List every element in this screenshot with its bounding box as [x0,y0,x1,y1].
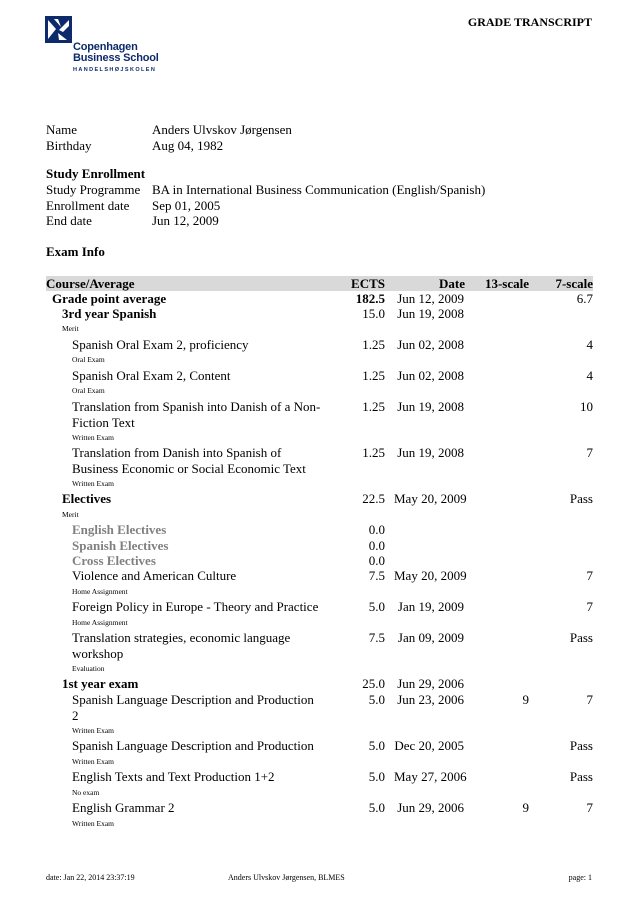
footer-person: Anders Ulvskov Jørgensen, BLMES [228,873,345,882]
assessment-type: Merit [62,510,79,519]
date-value: May 27, 2006 [394,769,467,784]
course-name: Electives [62,491,112,506]
course-name: Grade point average [52,291,167,306]
col-course: Course/Average [46,276,135,291]
seven-scale-value: 7 [586,445,593,460]
course-name-line-2: Fiction Text [72,414,135,430]
course-name-line-1: Translation from Spanish into Danish of a Non- [72,399,321,414]
course-name: English Electives [72,522,167,537]
ects-value: 0.0 [368,522,385,537]
name-value: Anders Ulvskov Jørgensen [152,122,292,137]
course-name: Spanish Oral Exam 2, Content [72,368,231,383]
ects-value: 1.25 [362,399,385,414]
cbs-logo-icon [45,16,72,43]
seven-scale-value: 7 [586,599,593,614]
seven-scale-value: 6.7 [576,291,593,306]
date-value: May 20, 2009 [394,491,467,506]
date-value: Jun 19, 2008 [397,399,464,414]
assessment-type: Written Exam [72,726,114,735]
col-ects: ECTS [351,276,385,291]
course-name: Spanish Oral Exam 2, proficiency [72,337,249,352]
date-value: Jun 29, 2006 [397,800,464,815]
ects-value: 7.5 [368,630,385,645]
assessment-type: Written Exam [72,757,114,766]
ects-value: 25.0 [362,676,385,691]
end-date-value: Jun 12, 2009 [152,213,219,228]
date-value: Dec 20, 2005 [394,738,464,753]
ects-value: 0.0 [368,538,385,553]
ects-value: 0.0 [368,553,385,568]
footer-page: page: 1 [568,873,592,882]
enrollment-label: Enrollment date [46,198,130,213]
date-value: Jan 19, 2009 [397,599,464,614]
seven-scale-value: 7 [586,568,593,583]
course-name: Spanish Electives [72,538,169,553]
enrollment-value: Sep 01, 2005 [152,198,221,213]
col-13-scale: 13-scale [484,276,529,291]
logo-line-1: Copenhagen [73,41,138,53]
ects-value: 22.5 [362,491,385,506]
date-value: Jun 19, 2008 [397,306,464,321]
end-date-label: End date [46,213,92,228]
cbs-logo [45,16,165,81]
assessment-type: Written Exam [72,433,114,442]
seven-scale-value: Pass [569,769,593,784]
ects-value: 5.0 [368,769,385,784]
programme-label: Study Programme [46,182,141,197]
course-name-line-2: Business Economic or Social Economic Text [72,460,306,476]
ects-value: 1.25 [362,337,385,352]
date-value: Jun 02, 2008 [397,337,464,352]
assessment-type: Oral Exam [72,386,105,395]
assessment-type: No exam [72,788,100,797]
course-name-line-1: Spanish Language Description and Production [72,692,314,707]
birthday-label: Birthday [46,138,92,153]
course-name-line-1: Translation strategies, economic language [72,630,291,645]
date-value: Jun 23, 2006 [397,692,464,707]
assessment-type: Oral Exam [72,355,105,364]
assessment-type: Written Exam [72,479,114,488]
footer-date: date: Jan 22, 2014 23:37:19 [46,873,135,882]
birthday-value: Aug 04, 1982 [152,138,224,153]
seven-scale-value: 7 [586,800,593,815]
col-date: Date [439,276,465,291]
date-value: Jun 29, 2006 [397,676,464,691]
ects-value: 5.0 [368,738,385,753]
assessment-type: Home Assignment [72,587,128,596]
course-name: Spanish Language Description and Production [72,738,314,753]
date-value: Jan 09, 2009 [397,630,464,645]
study-enrollment-heading: Study Enrollment [46,166,146,181]
course-name-line-1: Translation from Danish into Spanish of [72,445,282,460]
date-value: Jun 12, 2009 [397,291,464,306]
logo-line-2: Business School [73,52,159,64]
col-7-scale: 7-scale [555,276,593,291]
table-header [46,276,593,291]
seven-scale-value: Pass [569,491,593,506]
logo-line-3: HANDELSHØJSKOLEN [73,67,157,73]
seven-scale-value: 7 [586,692,593,707]
assessment-type: Home Assignment [72,618,128,627]
programme-value: BA in International Business Communication (English/Spanish) [152,182,486,197]
exam-info-heading: Exam Info [46,244,105,259]
ects-value: 1.25 [362,445,385,460]
course-name: Violence and American Culture [72,568,237,583]
seven-scale-value: 10 [580,399,593,414]
ects-value: 7.5 [368,568,385,583]
course-name: 3rd year Spanish [62,306,157,321]
seven-scale-value: Pass [569,630,593,645]
ects-value: 5.0 [368,692,385,707]
ects-value: 5.0 [368,599,385,614]
thirteen-scale-value: 9 [522,692,529,707]
course-name-line-2: 2 [72,707,79,723]
date-value: Jun 02, 2008 [397,368,464,383]
assessment-type: Written Exam [72,819,114,828]
course-name: Cross Electives [72,553,156,568]
cbs-logo-text [73,42,159,73]
seven-scale-value: Pass [569,738,593,753]
course-name: English Texts and Text Production 1+2 [72,769,275,784]
course-name: English Grammar 2 [72,800,175,815]
assessment-type: Evaluation [72,664,105,673]
course-name-line-2: workshop [72,645,124,661]
date-value: May 20, 2009 [394,568,467,583]
seven-scale-value: 4 [586,337,593,352]
assessment-type: Merit [62,324,79,333]
ects-value: 5.0 [368,800,385,815]
course-name: 1st year exam [62,676,139,691]
ects-value: 15.0 [362,306,385,321]
ects-value: 1.25 [362,368,385,383]
name-label: Name [46,122,78,137]
seven-scale-value: 4 [586,368,593,383]
date-value: Jun 19, 2008 [397,445,464,460]
document-title: GRADE TRANSCRIPT [467,15,592,29]
thirteen-scale-value: 9 [522,800,529,815]
ects-value: 182.5 [355,291,385,306]
course-name: Foreign Policy in Europe - Theory and Practice [72,599,319,614]
